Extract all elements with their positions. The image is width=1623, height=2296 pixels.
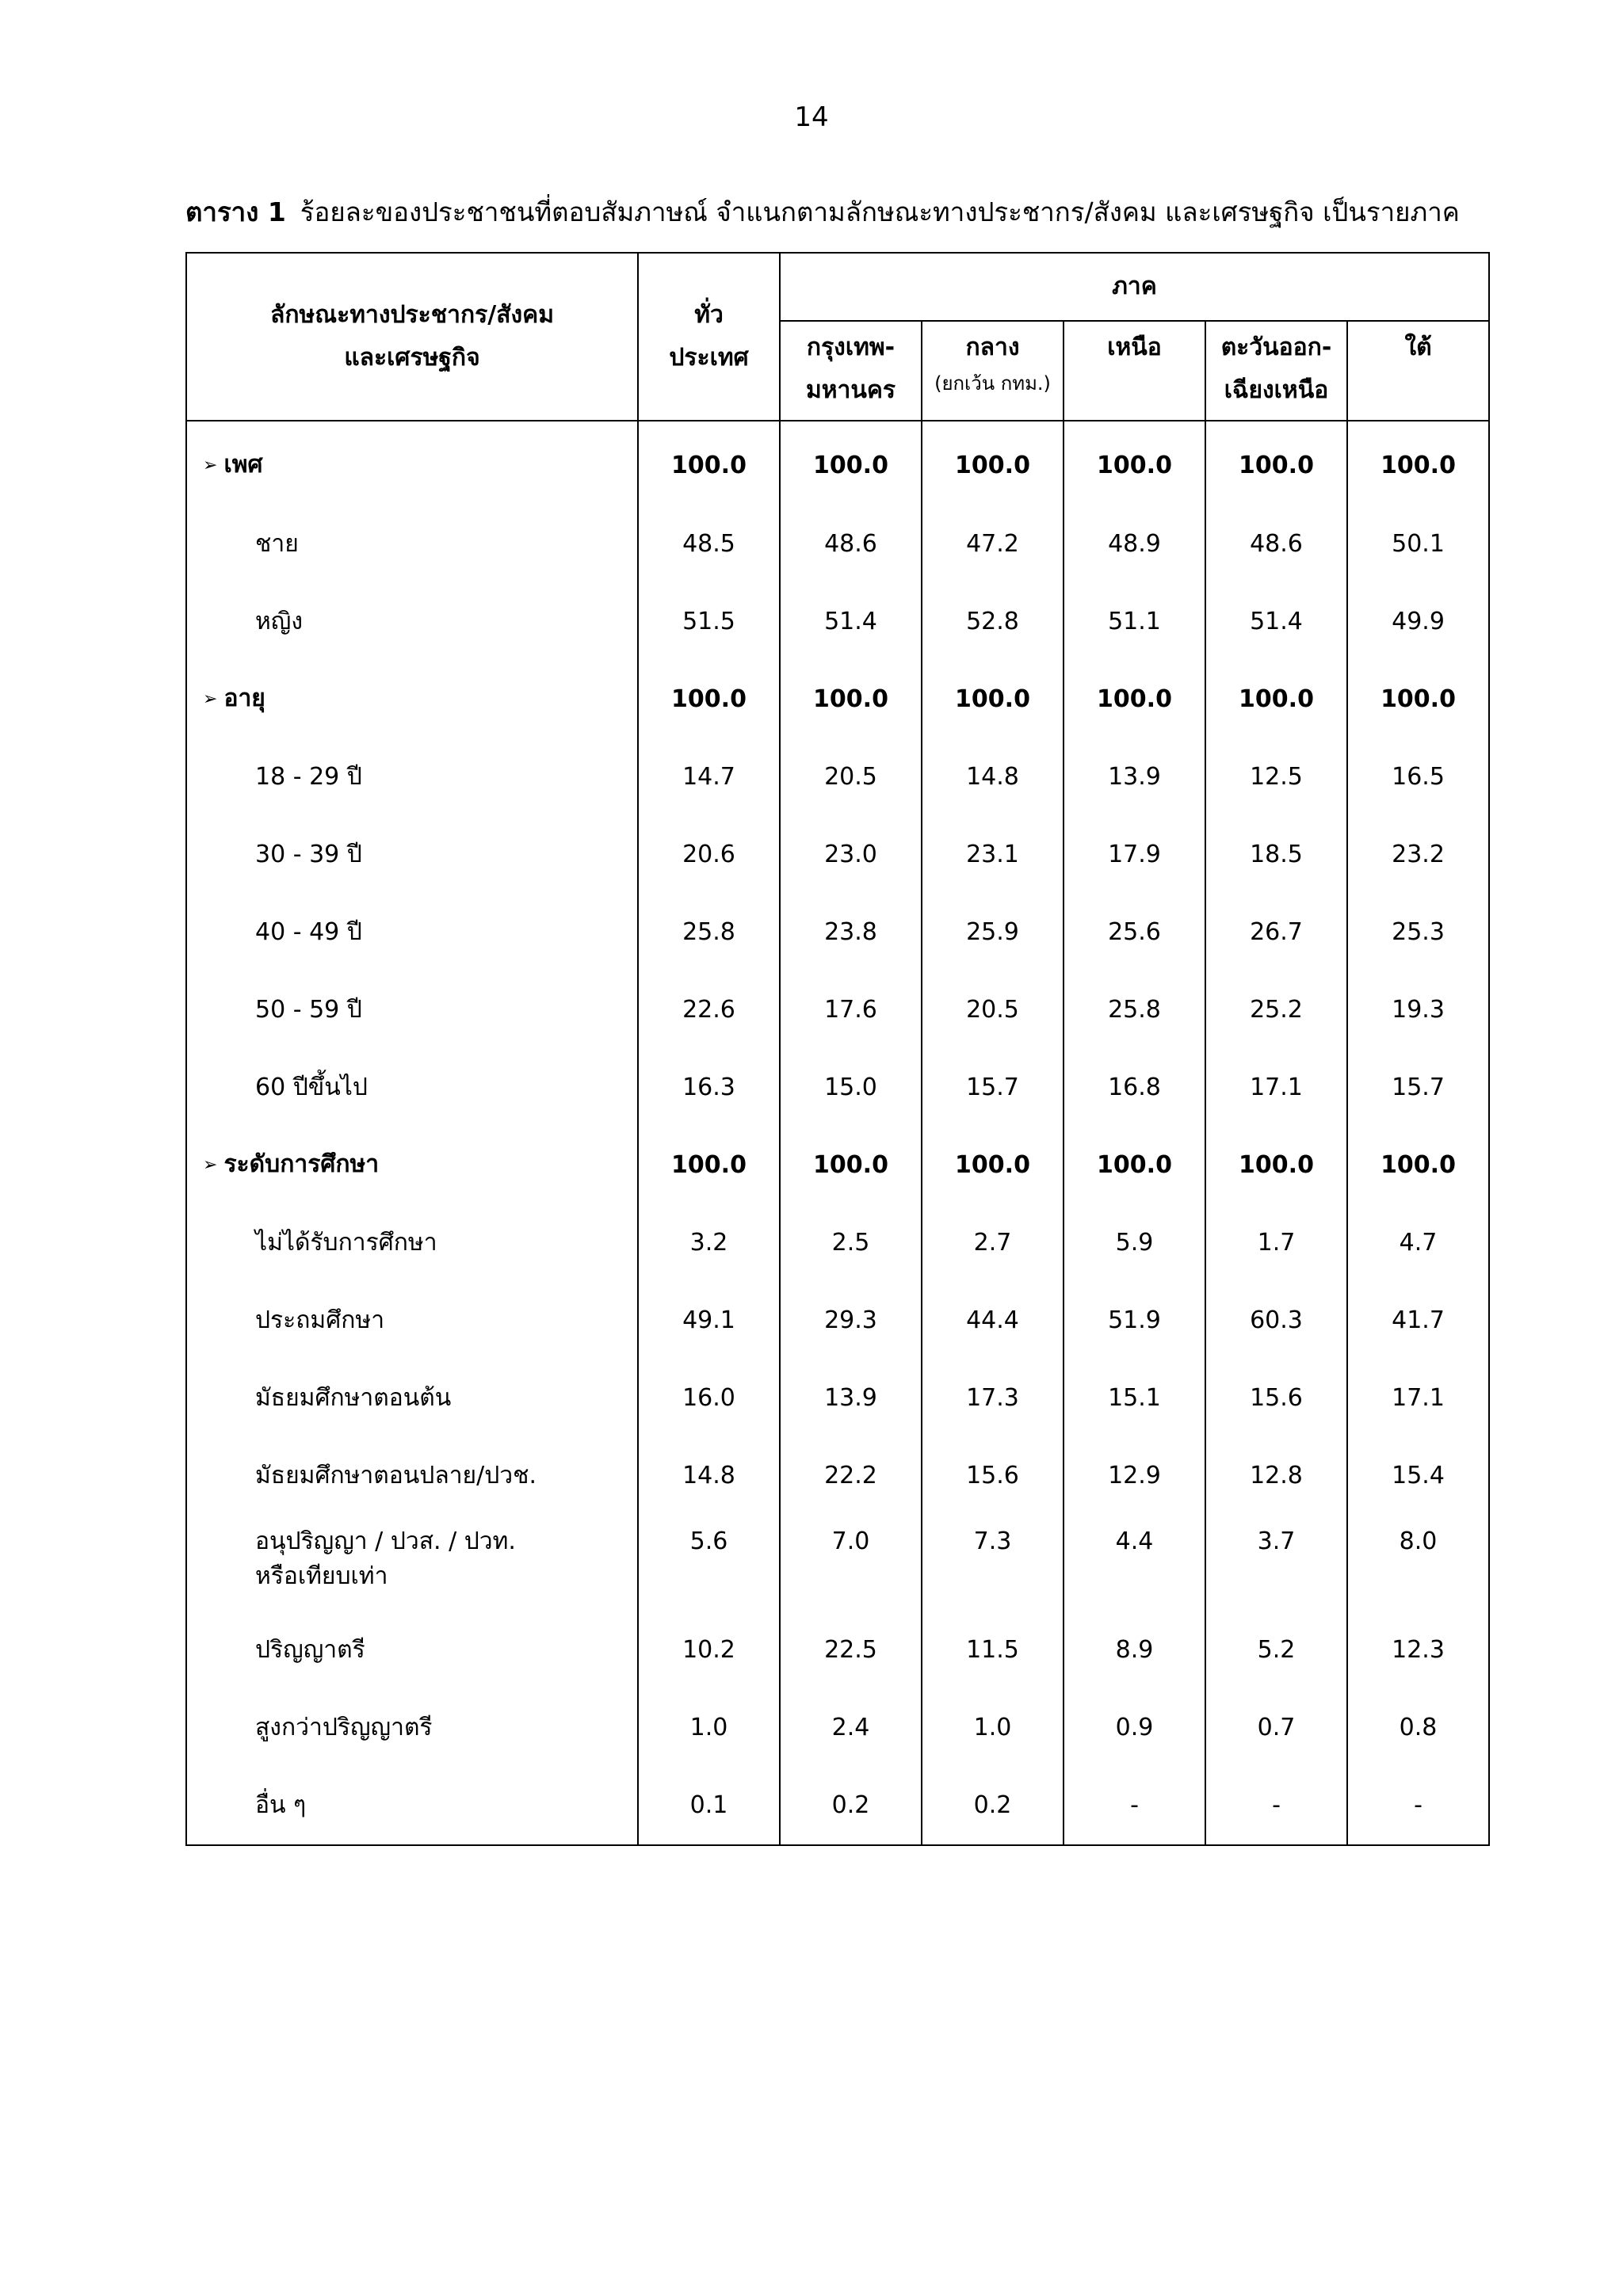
table-cell: 16.3 — [638, 1049, 780, 1127]
table-cell: 52.8 — [922, 583, 1064, 661]
header-characteristics — [186, 253, 638, 421]
header-region-4 — [1347, 321, 1489, 421]
row-label-text: มัธยมศึกษาตอนปลาย/ปวช. — [255, 1462, 537, 1489]
table-cell: 3.7 — [1205, 1515, 1347, 1611]
header-region-3 — [1205, 321, 1347, 421]
table-cell: 20.6 — [638, 816, 780, 894]
table-cell: 15.7 — [922, 1049, 1064, 1127]
table-cell: 41.7 — [1347, 1282, 1489, 1360]
table-row — [186, 1437, 1489, 1515]
table-cell: 23.2 — [1347, 816, 1489, 894]
table-row — [186, 894, 1489, 971]
table-cell: 0.1 — [638, 1767, 780, 1845]
table-cell: 22.5 — [780, 1611, 922, 1689]
row-label-text: อื่น ๆ — [255, 1791, 307, 1819]
row-label-text: สูงกว่าปริญญาตรี — [255, 1714, 433, 1741]
table-cell: 48.6 — [780, 505, 922, 583]
table-cell: 100.0 — [1347, 421, 1489, 505]
header-region-0 — [780, 321, 922, 421]
table-cell: 25.6 — [1064, 894, 1205, 971]
table-cell: 10.2 — [638, 1611, 780, 1689]
row-label — [186, 1611, 638, 1689]
table-caption — [185, 189, 1580, 236]
header-region-note: (ยกเว้น กทม.) — [934, 372, 1051, 395]
table-cell: 25.2 — [1205, 971, 1347, 1049]
table-cell: 19.3 — [1347, 971, 1489, 1049]
table-cell: 22.6 — [638, 971, 780, 1049]
table-cell: 7.3 — [922, 1515, 1064, 1611]
table-cell: - — [1347, 1767, 1489, 1845]
table-cell: 18.5 — [1205, 816, 1347, 894]
table-cell: 44.4 — [922, 1282, 1064, 1360]
bullet-arrow-icon: ➢ — [203, 1154, 218, 1175]
table-cell: 29.3 — [780, 1282, 922, 1360]
table-cell: 100.0 — [780, 421, 922, 505]
table-cell: 7.0 — [780, 1515, 922, 1611]
table-cell: 3.2 — [638, 1204, 780, 1282]
row-label — [186, 1282, 638, 1360]
table-cell: 14.8 — [922, 738, 1064, 816]
table-cell: 5.9 — [1064, 1204, 1205, 1282]
header-whole-country — [638, 253, 780, 421]
row-label-text: อายุ — [223, 684, 265, 712]
table-row — [186, 505, 1489, 583]
table-row — [186, 1689, 1489, 1767]
table-cell: 15.4 — [1347, 1437, 1489, 1515]
table-group-row — [186, 1127, 1489, 1204]
table-group-row — [186, 421, 1489, 505]
table-cell: 48.9 — [1064, 505, 1205, 583]
table-cell: 25.9 — [922, 894, 1064, 971]
table-cell: 14.7 — [638, 738, 780, 816]
table-cell: 25.8 — [638, 894, 780, 971]
table-row — [186, 971, 1489, 1049]
table-cell: 100.0 — [638, 661, 780, 738]
row-label — [186, 1437, 638, 1515]
row-label — [186, 738, 638, 816]
header-characteristics-line1: ลักษณะทางประชากร/สังคม — [269, 301, 555, 329]
table-cell: 100.0 — [1347, 661, 1489, 738]
row-label-text: ไม่ได้รับการศึกษา — [255, 1229, 437, 1257]
table-cell: 20.5 — [780, 738, 922, 816]
row-label-text: ปริญญาตรี — [255, 1636, 365, 1664]
table-row — [186, 738, 1489, 816]
table-cell: 47.2 — [922, 505, 1064, 583]
row-label — [186, 1127, 638, 1204]
table-cell: 100.0 — [1347, 1127, 1489, 1204]
statistics-table — [185, 252, 1490, 1846]
table-cell: 11.5 — [922, 1611, 1064, 1689]
table-cell: 23.8 — [780, 894, 922, 971]
row-label-text: ชาย — [255, 530, 299, 558]
table-row — [186, 1204, 1489, 1282]
table-cell: 100.0 — [922, 661, 1064, 738]
table-cell: 51.5 — [638, 583, 780, 661]
table-cell: 12.5 — [1205, 738, 1347, 816]
header-region-1 — [922, 321, 1064, 421]
table-row — [186, 1515, 1489, 1611]
table-cell: 100.0 — [1205, 421, 1347, 505]
table-cell: 15.0 — [780, 1049, 922, 1127]
row-label-text-line2: หรือเทียบเท่า — [255, 1562, 388, 1590]
table-cell: 20.5 — [922, 971, 1064, 1049]
header-region-line1: กลาง — [965, 334, 1020, 361]
table-cell: 100.0 — [1064, 661, 1205, 738]
table-cell: 17.1 — [1205, 1049, 1347, 1127]
table-cell: 26.7 — [1205, 894, 1347, 971]
header-characteristics-line2: และเศรษฐกิจ — [344, 344, 480, 372]
table-cell: 48.5 — [638, 505, 780, 583]
table-body — [186, 421, 1489, 1845]
table-row — [186, 1360, 1489, 1437]
header-whole-country-line1: ทั่ว — [694, 301, 724, 329]
table-cell: 100.0 — [780, 1127, 922, 1204]
table-cell: 23.1 — [922, 816, 1064, 894]
table-cell: 1.0 — [638, 1689, 780, 1767]
row-label-text: 18 - 29 ปี — [255, 763, 362, 791]
row-label-text: ระดับการศึกษา — [223, 1150, 380, 1178]
table-cell: 100.0 — [638, 1127, 780, 1204]
table-cell: 1.0 — [922, 1689, 1064, 1767]
table-cell: 60.3 — [1205, 1282, 1347, 1360]
table-cell: 25.3 — [1347, 894, 1489, 971]
row-label-text: 30 - 39 ปี — [255, 841, 362, 868]
table-cell: 14.8 — [638, 1437, 780, 1515]
bullet-arrow-icon: ➢ — [203, 455, 218, 475]
table-row — [186, 1049, 1489, 1127]
table-cell: 0.9 — [1064, 1689, 1205, 1767]
table-cell: 16.8 — [1064, 1049, 1205, 1127]
table-cell: 15.7 — [1347, 1049, 1489, 1127]
table-cell: 2.7 — [922, 1204, 1064, 1282]
table-cell: - — [1205, 1767, 1347, 1845]
row-label-text: มัธยมศึกษาตอนต้น — [255, 1384, 452, 1412]
table-cell: 15.6 — [922, 1437, 1064, 1515]
table-cell: 51.9 — [1064, 1282, 1205, 1360]
row-label — [186, 1767, 638, 1845]
table-cell: 12.8 — [1205, 1437, 1347, 1515]
table-cell: 0.2 — [922, 1767, 1064, 1845]
table-cell: 100.0 — [1064, 1127, 1205, 1204]
header-region-line1: ตะวันออก- — [1220, 334, 1332, 361]
page-number: 14 — [794, 101, 829, 133]
header-region-2 — [1064, 321, 1205, 421]
row-label — [186, 971, 638, 1049]
table-cell: 16.5 — [1347, 738, 1489, 816]
row-label — [186, 1515, 638, 1611]
row-label-text: 60 ปีขึ้นไป — [255, 1074, 368, 1101]
table-cell: 100.0 — [922, 1127, 1064, 1204]
row-label — [186, 1360, 638, 1437]
header-region-line1: เหนือ — [1107, 334, 1162, 361]
header-region-line2: เฉียงเหนือ — [1224, 376, 1329, 404]
table-group-row — [186, 661, 1489, 738]
table-cell: 25.8 — [1064, 971, 1205, 1049]
table-cell: 23.0 — [780, 816, 922, 894]
row-label-text: เพศ — [223, 450, 263, 479]
row-label — [186, 661, 638, 738]
table-cell: 2.4 — [780, 1689, 922, 1767]
table-cell: 49.1 — [638, 1282, 780, 1360]
table-cell: 0.8 — [1347, 1689, 1489, 1767]
table-caption-label: ตาราง 1 — [185, 196, 286, 227]
table-cell: 17.9 — [1064, 816, 1205, 894]
table-cell: 8.9 — [1064, 1611, 1205, 1689]
header-region-group: ภาค — [780, 253, 1489, 321]
row-label-text: 50 - 59 ปี — [255, 996, 362, 1024]
table-row — [186, 1767, 1489, 1845]
table-cell: 50.1 — [1347, 505, 1489, 583]
header-region-line1: กรุงเทพ- — [806, 334, 896, 361]
table-cell: 49.9 — [1347, 583, 1489, 661]
table-cell: 100.0 — [780, 661, 922, 738]
table-cell: 1.7 — [1205, 1204, 1347, 1282]
row-label — [186, 421, 638, 505]
table-cell: 5.6 — [638, 1515, 780, 1611]
table-cell: 0.2 — [780, 1767, 922, 1845]
table-cell: 4.7 — [1347, 1204, 1489, 1282]
row-label — [186, 816, 638, 894]
table-cell: 8.0 — [1347, 1515, 1489, 1611]
bullet-arrow-icon: ➢ — [203, 688, 218, 709]
table-cell: 100.0 — [638, 421, 780, 505]
table-cell: 22.2 — [780, 1437, 922, 1515]
table-cell: 51.4 — [780, 583, 922, 661]
table-row — [186, 583, 1489, 661]
table-cell: 0.7 — [1205, 1689, 1347, 1767]
table-row — [186, 1611, 1489, 1689]
table-row — [186, 1282, 1489, 1360]
row-label — [186, 505, 638, 583]
table-cell: - — [1064, 1767, 1205, 1845]
table-caption-text: ร้อยละของประชาชนที่ตอบสัมภาษณ์ จำแนกตามลักษณะทางประชากร/สังคม และเศรษฐกิจ เป็นรายภาค — [300, 196, 1460, 227]
table-cell: 13.9 — [780, 1360, 922, 1437]
header-region-line1: ใต้ — [1404, 334, 1432, 361]
table-cell: 51.4 — [1205, 583, 1347, 661]
table-cell: 100.0 — [1064, 421, 1205, 505]
row-label-text: อนุปริญญา / ปวส. / ปวท. — [255, 1527, 516, 1555]
table-row — [186, 816, 1489, 894]
row-label-text: 40 - 49 ปี — [255, 918, 362, 946]
row-label-text: หญิง — [255, 608, 303, 635]
table-cell: 12.3 — [1347, 1611, 1489, 1689]
table-cell: 16.0 — [638, 1360, 780, 1437]
row-label — [186, 1204, 638, 1282]
table-cell: 100.0 — [1205, 1127, 1347, 1204]
table-cell: 48.6 — [1205, 505, 1347, 583]
table-cell: 4.4 — [1064, 1515, 1205, 1611]
table-cell: 100.0 — [922, 421, 1064, 505]
table-cell: 17.3 — [922, 1360, 1064, 1437]
row-label — [186, 1049, 638, 1127]
table-cell: 13.9 — [1064, 738, 1205, 816]
table-cell: 100.0 — [1205, 661, 1347, 738]
row-label — [186, 1689, 638, 1767]
table-cell: 2.5 — [780, 1204, 922, 1282]
table-cell: 17.1 — [1347, 1360, 1489, 1437]
table-cell: 17.6 — [780, 971, 922, 1049]
header-whole-country-line2: ประเทศ — [669, 344, 749, 372]
header-region-line2: มหานคร — [805, 376, 896, 404]
table-cell: 12.9 — [1064, 1437, 1205, 1515]
row-label-text: ประถมศึกษา — [255, 1306, 385, 1334]
table-cell: 5.2 — [1205, 1611, 1347, 1689]
row-label — [186, 583, 638, 661]
table-cell: 15.1 — [1064, 1360, 1205, 1437]
table-header — [186, 253, 1489, 421]
table-cell: 51.1 — [1064, 583, 1205, 661]
table-cell: 15.6 — [1205, 1360, 1347, 1437]
row-label — [186, 894, 638, 971]
